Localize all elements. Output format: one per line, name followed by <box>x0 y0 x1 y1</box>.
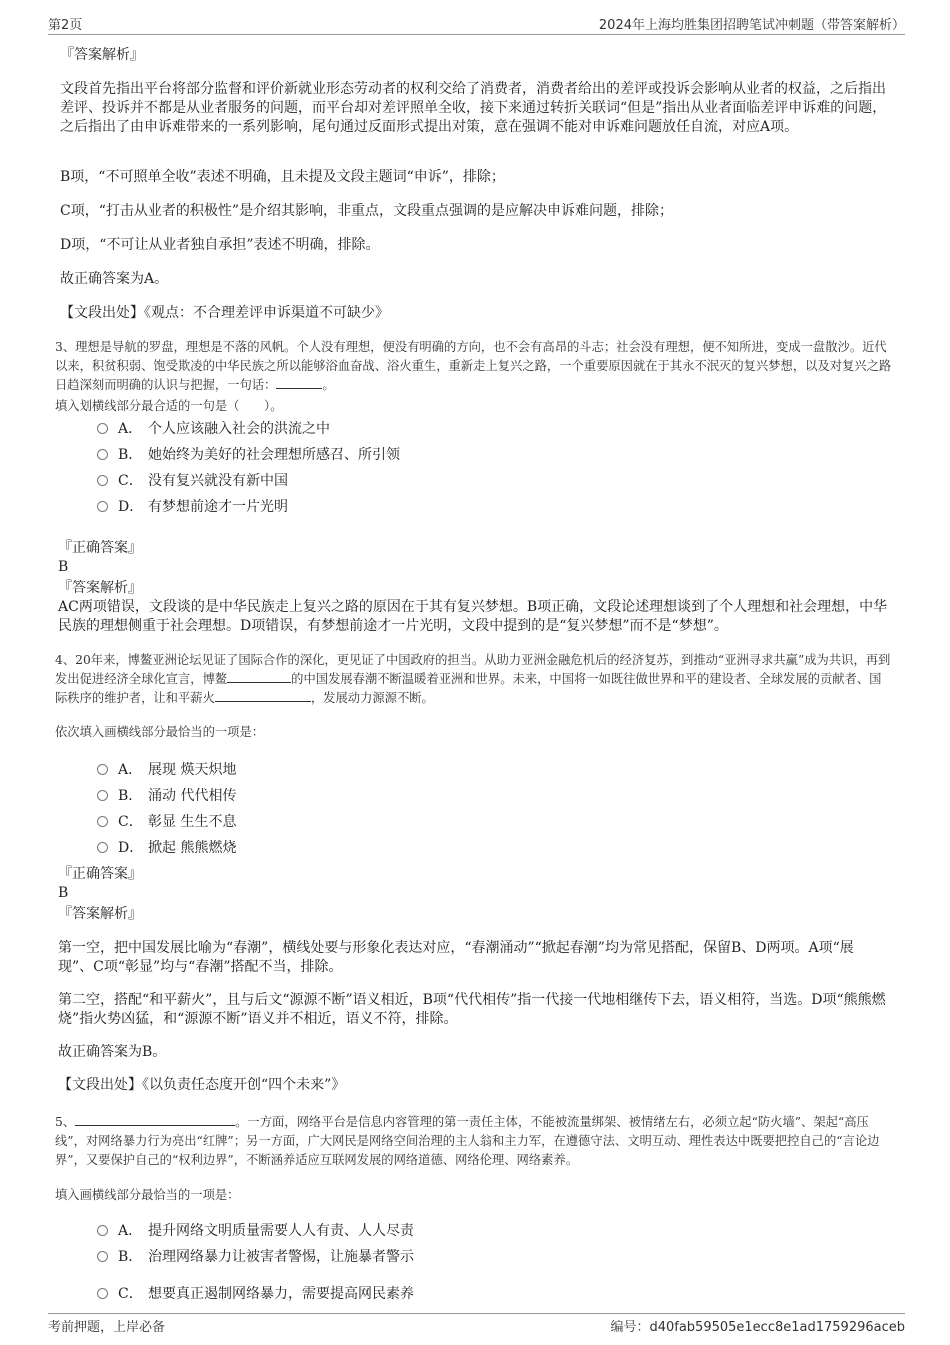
q3-option-c[interactable]: C． 没有复兴就没有新中国 <box>97 471 288 491</box>
q4-analysis-label: 『答案解析』 <box>58 906 142 922</box>
q5-instruction: 填入画横线部分最恰当的一项是： <box>55 1188 240 1202</box>
q4-conclusion: 故正确答案为B。 <box>58 1044 167 1060</box>
q4-option-c[interactable]: C． 彰显 生生不息 <box>97 812 236 832</box>
radio-icon[interactable] <box>97 475 108 486</box>
q5-blank <box>75 1113 235 1126</box>
radio-icon[interactable] <box>97 816 108 827</box>
q4-option-b[interactable]: B． 涌动 代代相传 <box>97 786 236 806</box>
radio-icon[interactable] <box>97 842 108 853</box>
q3-answer-label: 『正确答案』 <box>58 540 142 556</box>
q4-source: 【文段出处】《以负责任态度开创“四个未来”》 <box>58 1077 346 1093</box>
page-number: 第2页 <box>48 18 83 33</box>
q4-answer-label: 『正确答案』 <box>58 866 142 882</box>
q3-analysis-label: 『答案解析』 <box>58 580 142 596</box>
q4-stem-part3: ，发展动力源源不断。 <box>310 691 434 705</box>
q4-option-a[interactable]: A． 展现 煐天炽地 <box>97 760 236 780</box>
q3-answer: B <box>58 559 69 575</box>
q3-instruction: 填入划横线部分最合适的一句是（ ）。 <box>55 399 283 413</box>
q5-number: 5、 <box>55 1115 76 1129</box>
radio-icon[interactable] <box>97 1288 108 1299</box>
radio-icon[interactable] <box>97 764 108 775</box>
q4-analysis-p2: 第二空，搭配“和平薪火”，且与后文“源源不断”语义相近，B项“代代相传”指一代接一代地相继传下去，语义相符，当选。D项“熊熊燃烧”指火势凶猛，和“源源不断”语义并不相近，语义不符，排除。 <box>58 992 886 1027</box>
q5-stem <box>55 1113 893 1170</box>
q4-blank-2 <box>215 689 311 702</box>
q2-analysis-label: 『答案解析』 <box>60 47 144 63</box>
q5-option-b[interactable]: B． 治理网络暴力让被害者警惕，让施暴者警示 <box>97 1247 414 1267</box>
q4-stem-part1: 4、20年来，博鳌亚洲论坛见证了国际合作的深化，更见证了中国政府的担当。从助力亚洲金融危机后的经济复苏，到推动“亚洲寻求共赢”成为共识，再到发出促进经济全球化宣言，博鳌 <box>55 653 891 686</box>
q3-stem-end: 。 <box>322 378 335 392</box>
q3-option-b[interactable]: B． 她始终为美好的社会理想所感召、所引领 <box>97 445 400 465</box>
q3-option-d[interactable]: D． 有梦想前途才一片光明 <box>97 497 288 517</box>
q3-stem <box>55 338 893 395</box>
radio-icon[interactable] <box>97 1225 108 1236</box>
q2-analysis-paragraph: 文段首先指出平台将部分监督和评价新就业形态劳动者的权利交给了消费者，消费者给出的差评或投诉会影响从业者的权益，之后指出差评、投诉并不都是从业者服务的问题，而平台却对差评照单全收，接下来通过转折关联词“但是”指出从业者面临差评申诉难的问题，之后指出了由申诉难带来的一系列影响，尾句通过反面形式提出对策，意在强调不能对申诉难问题放任自流，对应A项。 <box>60 81 887 135</box>
radio-icon[interactable] <box>97 790 108 801</box>
document-title: 2024年上海均胜集团招聘笔试冲刺题（带答案解析） <box>598 18 905 33</box>
q5-option-c[interactable]: C． 想要真正遏制网络暴力，需要提高网民素养 <box>97 1284 414 1304</box>
page-header <box>48 12 905 35</box>
q3-analysis: AC两项错误，文段谈的是中华民族走上复兴之路的原因在于其有复兴梦想。B项正确，文段论述理想谈到了个人理想和社会理想，中华民族的理想侧重于社会理想。D项错误，有梦想前途才一片光明，文段中提到的是“复兴梦想”而不是“梦想”。 <box>58 599 888 634</box>
q3-stem-text: 3、理想是导航的罗盘，理想是不落的风帆。个人没有理想，便没有明确的方向，也不会有高昂的斗志；社会没有理想，便不知所进，变成一盘散沙。近代以来，积贫积弱、饱受欺凌的中华民族之所以能够浴血奋战、浴火重生，重新走上复兴之路，一个重要原因就在于其永不泯灭的复兴梦想，以及对复兴之路日趋深刻而明确的认识与把握，一句话： <box>55 340 892 392</box>
q4-instruction: 依次填入画横线部分最恰当的一项是： <box>55 725 265 739</box>
q2-analysis-option-b: B项，“不可照单全收”表述不明确，且未提及文段主题词“申诉”，排除； <box>60 169 505 185</box>
page-footer <box>48 1313 905 1334</box>
radio-icon[interactable] <box>97 423 108 434</box>
q3-blank <box>276 376 322 389</box>
radio-icon[interactable] <box>97 449 108 460</box>
q4-blank-1 <box>227 670 291 683</box>
q4-analysis-p1: 第一空，把中国发展比喻为“春潮”，横线处要与形象化表达对应，“春潮涌动”“掀起春潮”均为常见搭配，保留B、D两项。A项“展现”、C项“彰显”均与“春潮”搭配不当，排除。 <box>58 940 854 975</box>
q2-conclusion: 故正确答案为A。 <box>60 271 169 287</box>
footer-slogan: 考前押题，上岸必备 <box>48 1320 166 1335</box>
document-id: 编号：d40fab59505e1ecc8e1ad1759296aceb <box>610 1320 905 1335</box>
q5-option-a[interactable]: A． 提升网络文明质量需要人人有责、人人尽责 <box>97 1221 414 1241</box>
q4-answer: B <box>58 885 69 901</box>
q5-stem-text: 。一方面，网络平台是信息内容管理的第一责任主体，不能被流量绑架、被情绪左右，必须立起“防火墙”、架起“高压线”，对网络暴力行为亮出“红牌”；另一方面，广大网民是网络空间治理的主人翁和主力军，在遵德守法、文明互动、理性表达中既要把控自己的“言论边界”，又要保护自己的“权利边界”，不断涵养适应互联网发展的网络道德、网络伦理、网络素养。 <box>55 1115 880 1167</box>
radio-icon[interactable] <box>97 501 108 512</box>
q3-option-a[interactable]: A． 个人应该融入社会的洪流之中 <box>97 419 330 439</box>
q4-stem-part2: 的中国发展春潮不断温暖着亚洲和世界。未来，中国将一如既往做世界和平的建设者、全球发展的贡献者、国际秩序的维护者，让和平薪火 <box>55 672 882 705</box>
q2-analysis-option-c: C项，“打击从业者的积极性”是介绍其影响，非重点，文段重点强调的是应解决申诉难问题，排除； <box>60 203 674 219</box>
q2-source: 【文段出处】《观点：不合理差评申诉渠道不可缺少》 <box>60 305 389 321</box>
q2-analysis-option-d: D项，“不可让从业者独自承担”表述不明确，排除。 <box>60 237 380 253</box>
q4-option-d[interactable]: D． 掀起 熊熊燃烧 <box>97 838 236 858</box>
q4-stem <box>55 651 893 708</box>
radio-icon[interactable] <box>97 1251 108 1262</box>
